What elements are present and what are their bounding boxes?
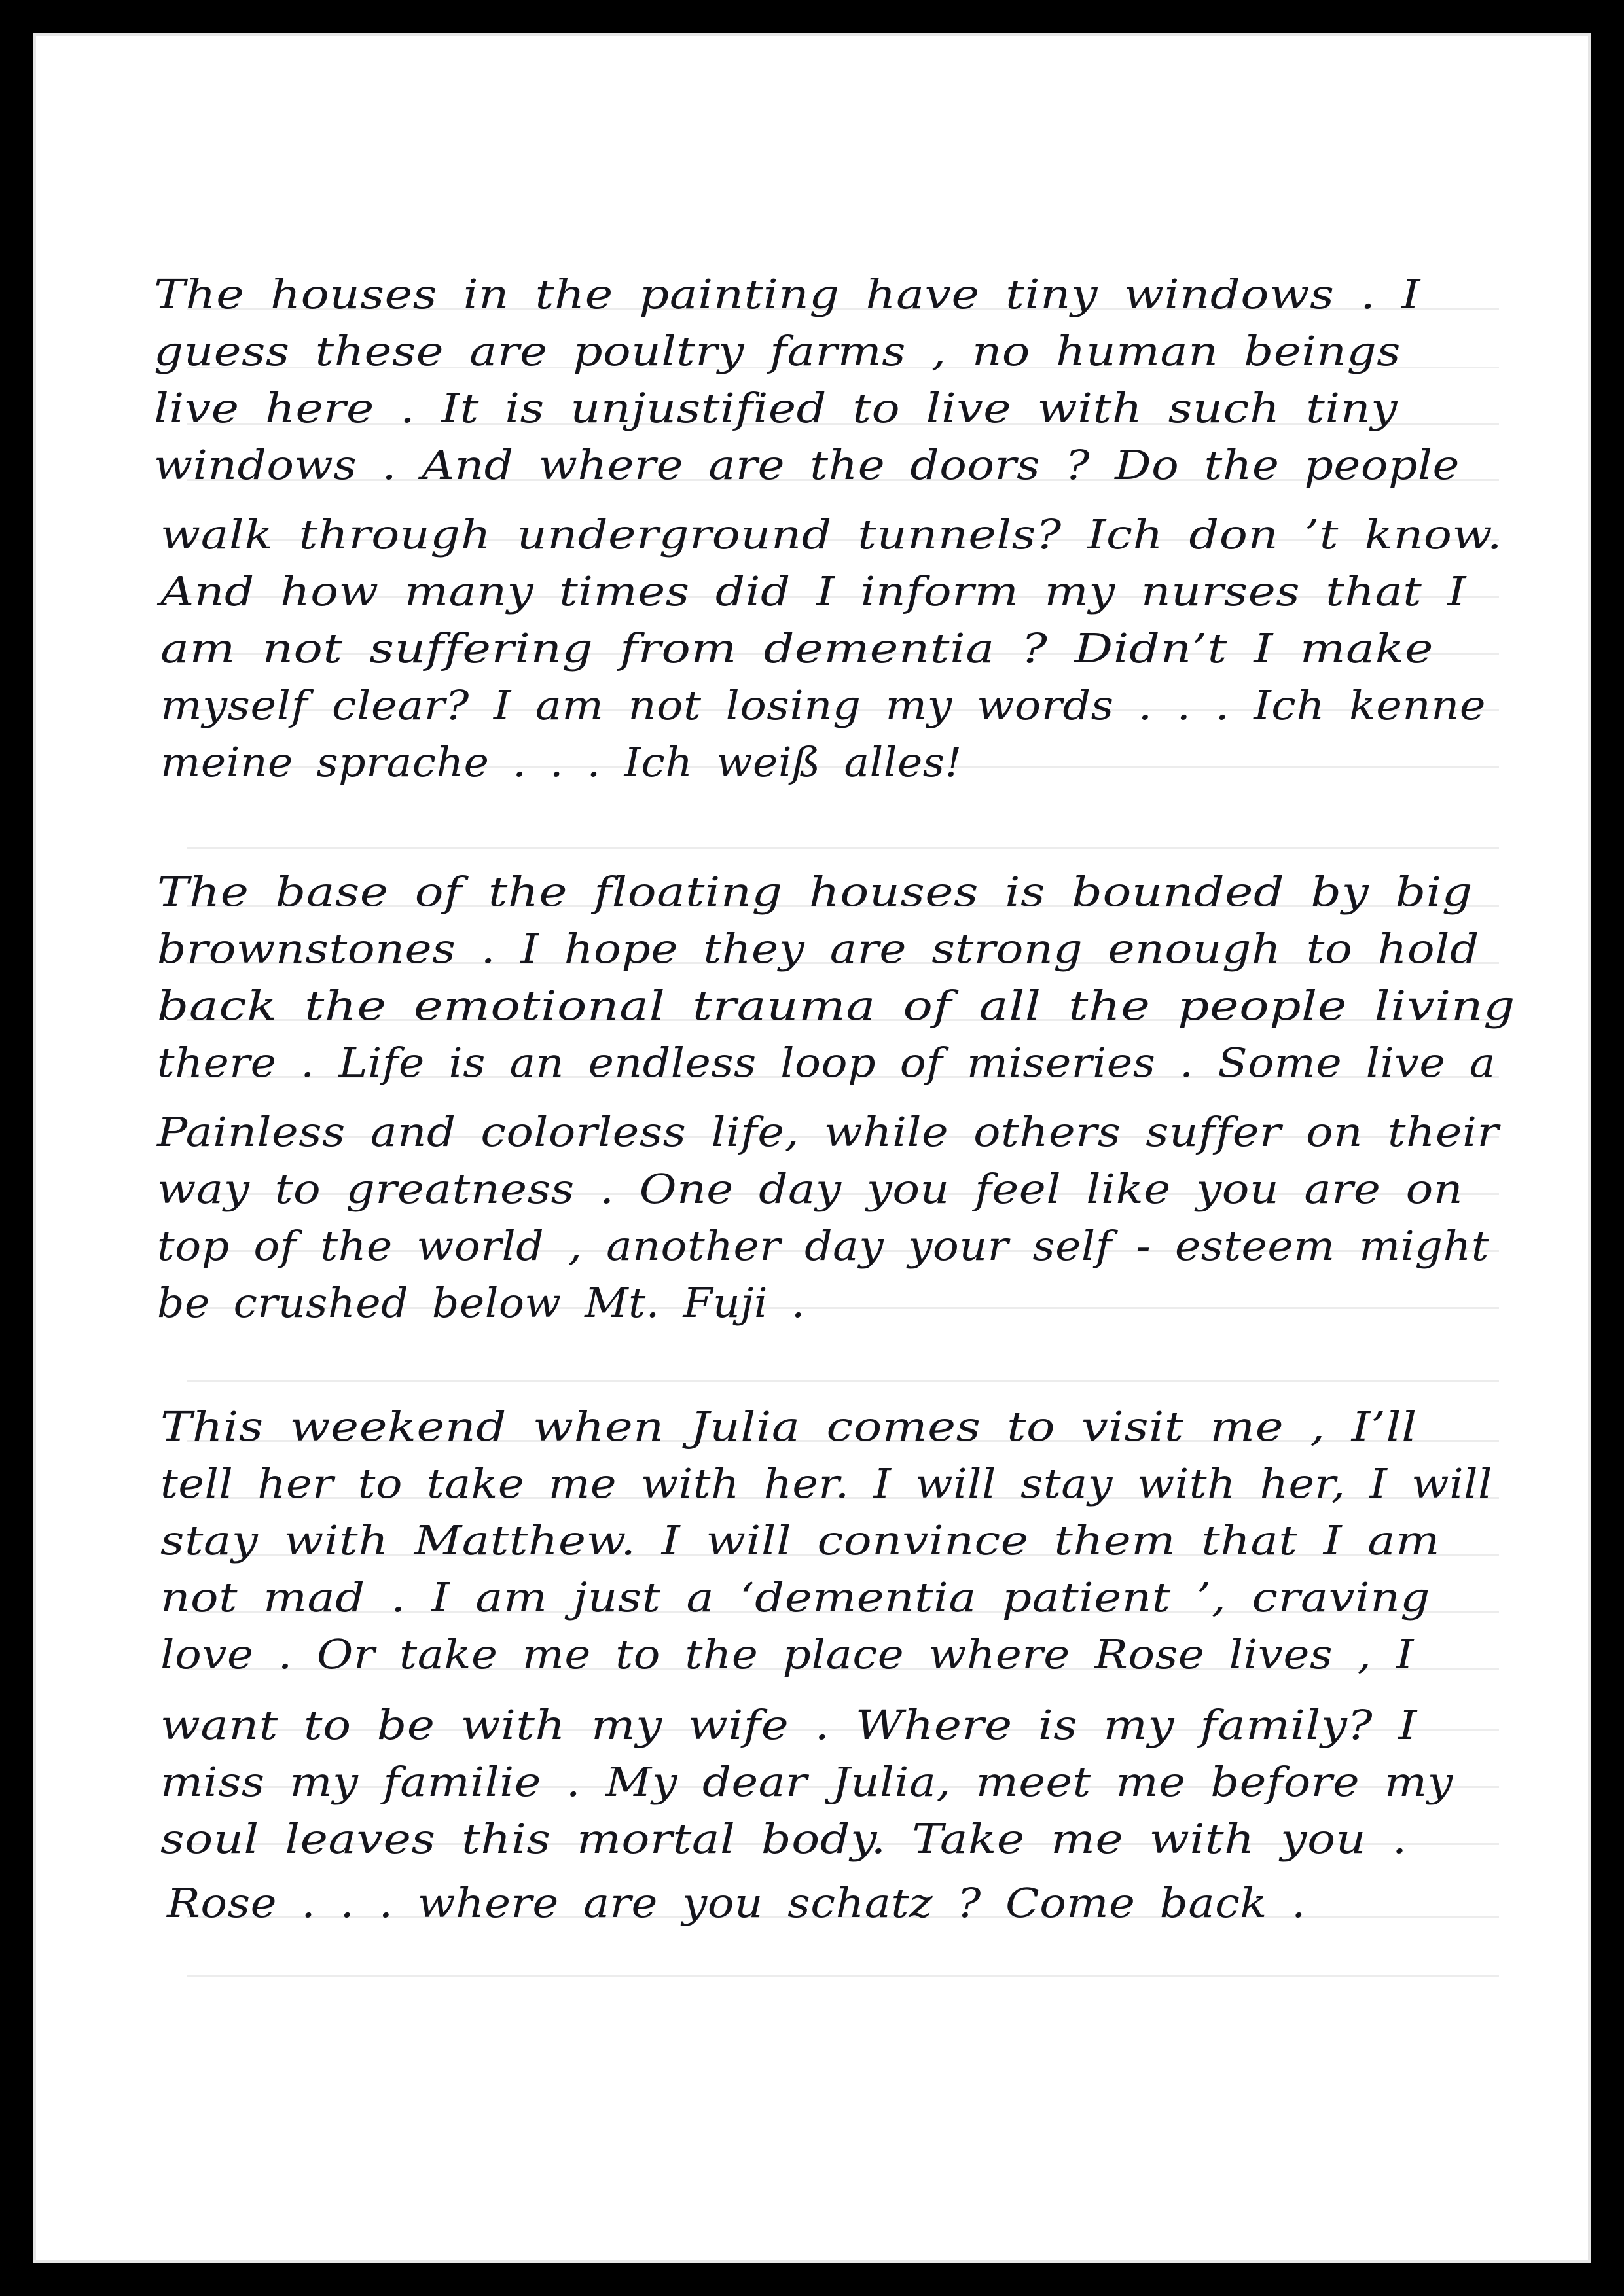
text-line: And how many times did I inform my nurses that I xyxy=(160,567,1467,615)
text-line: top of the world , another day your self - esteem might xyxy=(157,1222,1489,1270)
text-line: live here . It is unjustified to live with such tiny xyxy=(154,384,1398,432)
text-line: windows . And where are the doors ? Do the people xyxy=(154,441,1460,489)
text-line: brownstones . I hope they are strong enough to hold xyxy=(157,925,1480,973)
text-line: myself clear? I am not losing my words . . . Ich kenne xyxy=(160,681,1487,729)
text-line: love . Or take me to the place where Rose lives , I xyxy=(160,1630,1414,1678)
text-line: The houses in the painting have tiny windows . I xyxy=(154,270,1421,318)
text-line: meine sprache . . . Ich weiß alles! xyxy=(160,738,963,786)
text-line: am not suffering from dementia ? Didn’t I make xyxy=(160,624,1434,672)
text-line: Rose . . . where are you schatz ? Come back . xyxy=(167,1879,1306,1927)
ruled-line xyxy=(187,1380,1499,1382)
text-line: want to be with my wife . Where is my family? I xyxy=(160,1701,1418,1749)
text-line: soul leaves this mortal body. Take me with you . xyxy=(160,1815,1407,1863)
ruled-line xyxy=(187,1975,1499,1977)
text-line: be crushed below Mt. Fuji . xyxy=(157,1279,805,1327)
text-line: This weekend when Julia comes to visit me , I’ll xyxy=(160,1403,1418,1450)
text-line: stay with Matthew. I will convince them that I am xyxy=(160,1516,1440,1564)
text-line: The base of the floating houses is bounded by big xyxy=(157,868,1473,916)
text-line: miss my familie . My dear Julia, meet me before my xyxy=(160,1758,1453,1806)
text-line: not mad . I am just a ‘dementia patient ’, craving xyxy=(160,1573,1431,1621)
ruled-line xyxy=(187,847,1499,849)
text-line: guess these are poultry farms , no human beings xyxy=(154,327,1401,375)
text-line: way to greatness . One day you feel like you are on xyxy=(157,1165,1464,1213)
text-line: Painless and colorless life, while others suffer on their xyxy=(157,1108,1499,1156)
text-line: tell her to take me with her. I will stay with her, I will xyxy=(160,1460,1493,1507)
text-line: walk through underground tunnels? Ich don ’t know. xyxy=(160,511,1503,558)
text-line: there . Life is an endless loop of miseries . Some live a xyxy=(157,1039,1496,1086)
text-line: back the emotional trauma of all the people living xyxy=(157,982,1516,1030)
